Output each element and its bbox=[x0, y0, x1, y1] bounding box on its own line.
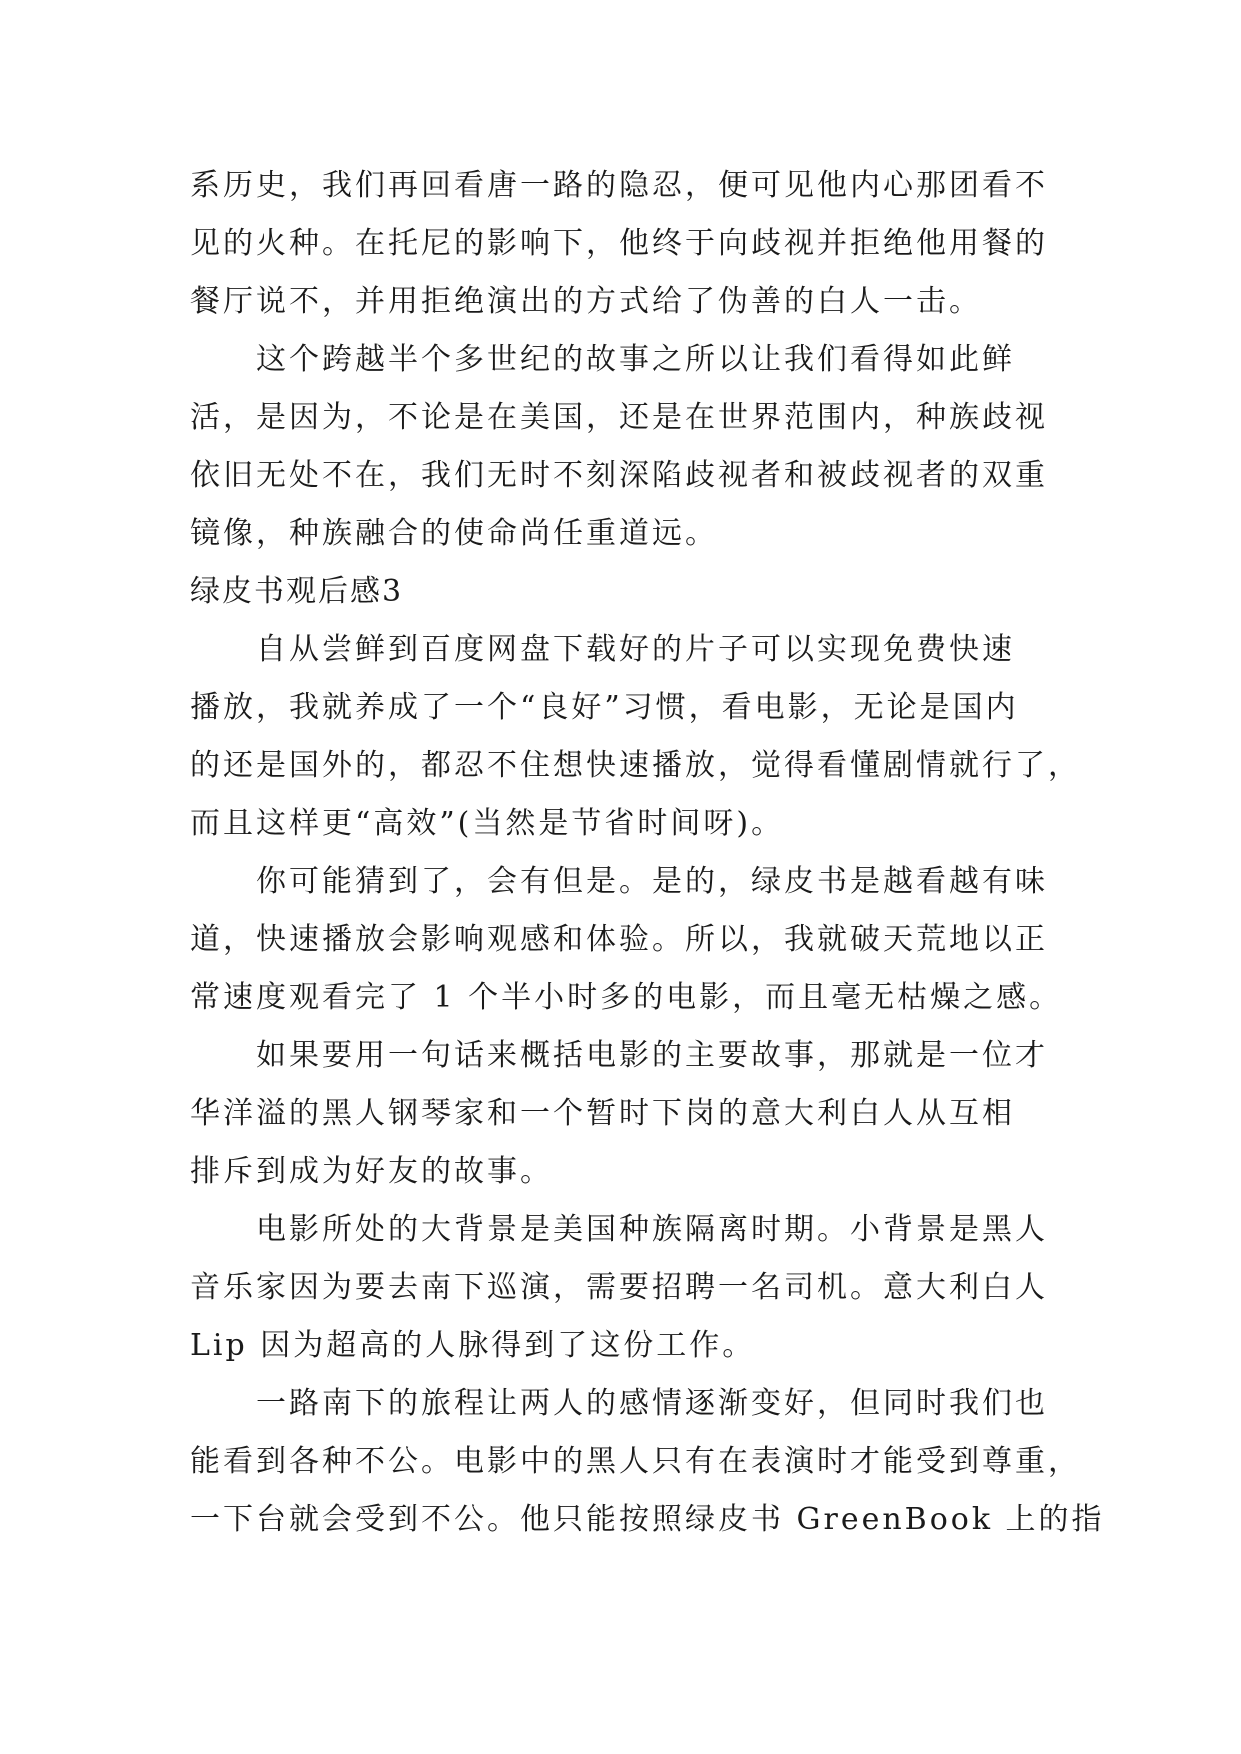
text-line: 如果要用一句话来概括电影的主要故事，那就是一位才 bbox=[256, 1038, 1048, 1073]
text-line: 依旧无处不在，我们无时不刻深陷歧视者和被歧视者的双重 bbox=[190, 458, 1048, 493]
text-line: 音乐家因为要去南下巡演，需要招聘一名司机。意大利白人 bbox=[190, 1270, 1048, 1305]
text-line: 播放，我就养成了一个“良好”习惯，看电影，无论是国内 bbox=[190, 690, 1019, 725]
text-line: 的还是国外的，都忍不住想快速播放，觉得看懂剧情就行了， bbox=[190, 748, 1081, 783]
text-line: 电影所处的大背景是美国种族隔离时期。小背景是黑人 bbox=[256, 1212, 1048, 1247]
text-line: 活，是因为，不论是在美国，还是在世界范围内，种族歧视 bbox=[190, 400, 1048, 435]
text-line: 镜像，种族融合的使命尚任重道远。 bbox=[190, 516, 718, 551]
text-line: 排斥到成为好友的故事。 bbox=[190, 1154, 553, 1189]
text-line: 道，快速播放会影响观感和体验。所以，我就破天荒地以正 bbox=[190, 922, 1048, 957]
text-line: 华洋溢的黑人钢琴家和一个暂时下岗的意大利白人从互相 bbox=[190, 1096, 1015, 1131]
text-line: 系历史，我们再回看唐一路的隐忍，便可见他内心那团看不 bbox=[190, 168, 1048, 203]
paragraph-6 bbox=[190, 1201, 1070, 1375]
text-line: 常速度观看完了 1 个半小时多的电影，而且毫无枯燥之感。 bbox=[190, 980, 1063, 1015]
text-line: 能看到各种不公。电影中的黑人只有在表演时才能受到尊重， bbox=[190, 1444, 1081, 1479]
text-line: 餐厅说不，并用拒绝演出的方式给了伪善的白人一击。 bbox=[190, 284, 982, 319]
paragraph-3 bbox=[190, 621, 1081, 853]
section-heading: 绿皮书观后感3 bbox=[190, 574, 404, 609]
text-line: 而且这样更“高效”(当然是节省时间呀)。 bbox=[190, 806, 785, 841]
text-line: 见的火种。在托尼的影响下，他终于向歧视并拒绝他用餐的 bbox=[190, 226, 1048, 261]
text-line: 你可能猜到了，会有但是。是的，绿皮书是越看越有味 bbox=[256, 864, 1048, 899]
paragraph-7 bbox=[190, 1375, 1105, 1549]
text-line: 自从尝鲜到百度网盘下载好的片子可以实现免费快速 bbox=[256, 632, 1015, 667]
text-line: 一路南下的旅程让两人的感情逐渐变好，但同时我们也 bbox=[256, 1386, 1048, 1421]
paragraph-2 bbox=[190, 331, 1070, 563]
paragraph-5 bbox=[190, 1027, 1070, 1201]
text-line: 这个跨越半个多世纪的故事之所以让我们看得如此鲜 bbox=[256, 342, 1015, 377]
text-line: 一下台就会受到不公。他只能按照绿皮书 GreenBook 上的指 bbox=[190, 1502, 1105, 1537]
paragraph-1 bbox=[190, 157, 1070, 331]
paragraph-4 bbox=[190, 853, 1070, 1027]
document-body bbox=[190, 157, 1105, 1549]
text-line: Lip 因为超高的人脉得到了这份工作。 bbox=[190, 1328, 756, 1363]
